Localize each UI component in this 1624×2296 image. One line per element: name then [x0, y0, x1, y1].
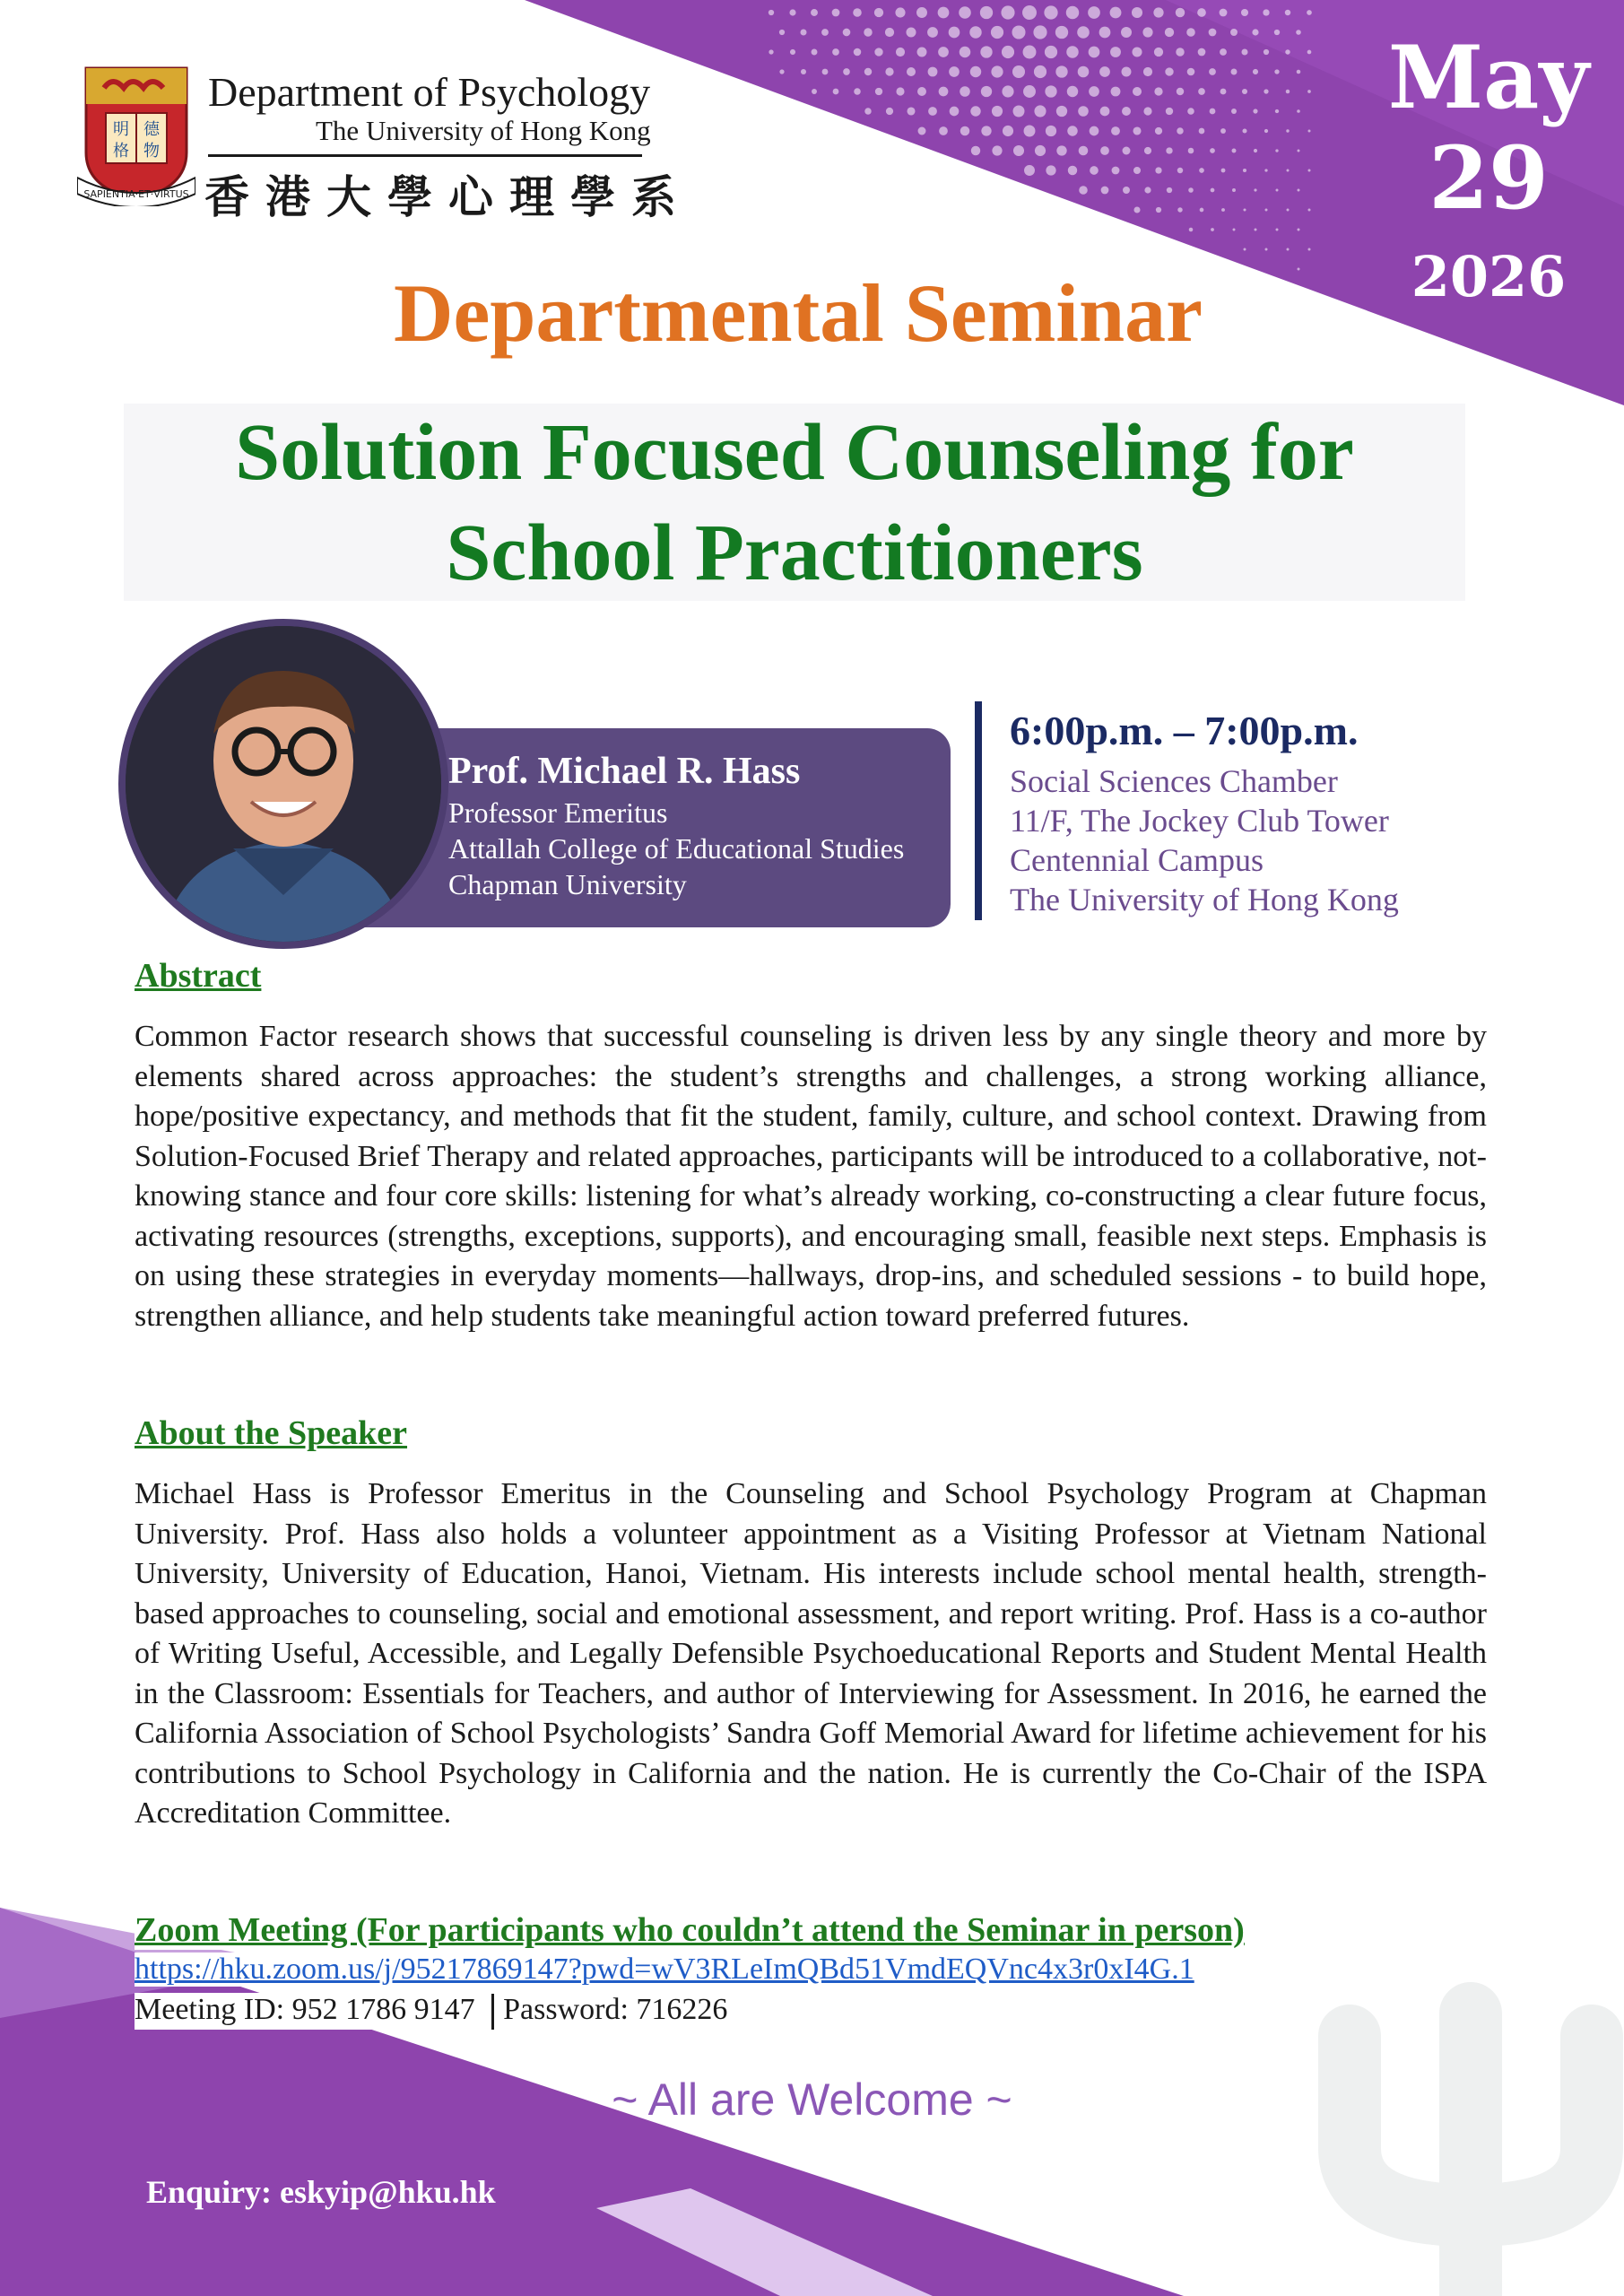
venue-line: Social Sciences Chamber [1010, 763, 1338, 799]
halftone-dot [1034, 105, 1046, 117]
halftone-dot [992, 106, 1003, 117]
seminar-time: 6:00p.m. – 7:00p.m. [1010, 708, 1359, 753]
halftone-dot [864, 108, 871, 114]
halftone-dot [1143, 107, 1151, 115]
halftone-dot [1252, 29, 1258, 35]
speaker-photo [118, 619, 448, 949]
halftone-dot [938, 7, 950, 19]
halftone-dot [1121, 27, 1132, 38]
halftone-dot [1241, 9, 1248, 16]
header-rule [208, 154, 642, 157]
halftone-dot [1067, 86, 1078, 97]
halftone-dot [1100, 107, 1110, 117]
halftone-dot [1209, 29, 1217, 37]
halftone-dot [907, 107, 915, 115]
halftone-dot [1233, 229, 1236, 231]
halftone-dot [1287, 170, 1290, 172]
halftone-dot [843, 29, 851, 37]
halftone-dot [939, 126, 948, 135]
meeting-password: Password: 716226 [503, 1993, 728, 2026]
halftone-dot [950, 107, 960, 117]
seminar-type: Departmental Seminar [394, 267, 1203, 359]
halftone-dot [1166, 147, 1172, 153]
halftone-dot [1220, 89, 1227, 95]
meeting-details [135, 1993, 727, 2030]
halftone-dot [1285, 10, 1290, 15]
halftone-dot [1024, 165, 1035, 176]
halftone-dot [992, 145, 1002, 155]
date-year: 2026 [1411, 244, 1567, 309]
halftone-dot [1242, 89, 1247, 94]
halftone-dot [864, 28, 872, 36]
halftone-dot [1297, 109, 1300, 113]
halftone-dot [1046, 126, 1056, 136]
halftone-dot [1133, 206, 1140, 213]
halftone-dot [1254, 188, 1256, 191]
halftone-dot [1188, 187, 1194, 193]
halftone-dot [1177, 168, 1183, 173]
halftone-dot [1307, 10, 1312, 15]
university-name: The University of Hong Kong [316, 115, 651, 146]
halftone-dot [1142, 27, 1152, 37]
halftone-dot [1241, 48, 1247, 55]
halftone-dot [1133, 87, 1142, 96]
halftone-dot [1132, 7, 1142, 18]
halftone-dot [1209, 68, 1216, 75]
halftone-dot [917, 87, 926, 96]
halftone-dot [1198, 48, 1206, 57]
halftone-dot [1012, 25, 1025, 39]
seminar-title-line1: Solution Focused Counseling for [235, 408, 1354, 497]
halftone-dot [991, 65, 1003, 77]
halftone-dot [1100, 146, 1109, 155]
halftone-dot [1133, 126, 1141, 135]
halftone-dot [1023, 46, 1037, 59]
halftone-dot [1067, 126, 1077, 135]
halftone-dot [1232, 149, 1237, 153]
halftone-dot [1056, 106, 1067, 117]
date-day: 29 [1429, 127, 1549, 229]
halftone-dot [1089, 47, 1100, 58]
venue-line: The University of Hong Kong [1010, 882, 1399, 918]
halftone-dot [832, 48, 839, 56]
halftone-dot [1275, 109, 1279, 113]
halftone-dot [1220, 48, 1227, 56]
halftone-dot [854, 48, 862, 57]
halftone-dot [1101, 187, 1109, 195]
abstract-heading: Abstract [135, 957, 262, 995]
halftone-dot [916, 7, 927, 18]
halftone-dot [1298, 189, 1300, 192]
halftone-dot [1308, 248, 1311, 251]
about-heading: About the Speaker [135, 1414, 408, 1452]
halftone-dot [981, 86, 992, 97]
halftone-dot [832, 9, 840, 17]
halftone-dot [1013, 145, 1024, 156]
halftone-dot [1197, 8, 1206, 17]
halftone-dot [1308, 170, 1311, 172]
halftone-dot [1078, 106, 1089, 117]
halftone-dot [1220, 9, 1228, 17]
halftone-dot [812, 89, 817, 94]
halftone-dot [1265, 248, 1268, 251]
halftone-dot [960, 126, 970, 136]
halftone-dot [1078, 66, 1090, 78]
halftone-dot [1035, 145, 1046, 156]
halftone-dot [1287, 248, 1290, 251]
halftone-dot [970, 106, 980, 116]
halftone-dot [1112, 167, 1120, 175]
halftone-dot [1198, 88, 1205, 95]
halftone-dot [1002, 85, 1013, 97]
halftone-dot [1045, 46, 1057, 58]
halftone-dot [1187, 68, 1195, 76]
halftone-dot [1231, 109, 1237, 114]
halftone-dot [1211, 228, 1214, 231]
halftone-dot [885, 67, 893, 75]
halftone-dot [971, 146, 980, 155]
halftone-dot [960, 47, 971, 58]
halftone-dot [1254, 149, 1257, 152]
halftone-dot [1189, 228, 1194, 232]
halftone-dot [1079, 146, 1089, 156]
halftone-dot [1111, 126, 1120, 135]
halftone-dot [833, 89, 839, 95]
halftone-dot [789, 9, 795, 15]
halftone-dot [811, 9, 818, 16]
halftone-dot [1099, 27, 1111, 39]
halftone-dot [1155, 167, 1161, 173]
halftone-dot [928, 67, 938, 77]
speaker-role: Professor Emeritus [448, 796, 668, 829]
halftone-dot [1111, 87, 1121, 97]
halftone-dot [907, 67, 916, 76]
halftone-dot [812, 49, 818, 56]
halftone-dot [1090, 126, 1099, 136]
zoom-link[interactable]: https://hku.zoom.us/j/95217869147?pwd=wV3RLeImQBd51VmdEQVnc4x3r0xI4G.1 [135, 1952, 1194, 1986]
halftone-dot [1276, 189, 1279, 192]
halftone-dot [886, 108, 893, 115]
halftone-dot [1263, 9, 1269, 15]
department-name: Department of Psychology [208, 69, 651, 115]
date-month: May [1387, 27, 1590, 128]
halftone-dot [960, 86, 970, 97]
speaker-university: Chapman University [448, 868, 687, 900]
halftone-dot [1110, 47, 1121, 57]
venue-line: Centennial Campus [1010, 842, 1264, 878]
halftone-dot [1285, 49, 1290, 54]
halftone-dot [1023, 85, 1036, 98]
halftone-dot [1287, 209, 1290, 212]
halftone-dot [800, 29, 806, 35]
halftone-dot [1286, 129, 1289, 132]
halftone-dot [853, 8, 862, 17]
halftone-dot [1274, 30, 1280, 35]
halftone-dot [1056, 145, 1066, 155]
halftone-dot [1012, 65, 1025, 78]
speaker-college: Attallah College of Educational Studies [448, 832, 905, 865]
halftone-dot [1231, 69, 1238, 75]
halftone-dot [885, 28, 894, 37]
halftone-dot [1308, 209, 1311, 212]
halftone-dot [1199, 168, 1204, 173]
halftone-dot [917, 48, 927, 57]
halftone-dot [854, 88, 861, 95]
halftone-dot [1154, 48, 1163, 57]
halftone-dot [1167, 187, 1172, 193]
halftone-dot [1243, 208, 1246, 211]
halftone-dot [1122, 107, 1131, 116]
halftone-dot [1176, 48, 1184, 56]
halftone-dot [1156, 207, 1161, 213]
halftone-dot [895, 7, 905, 17]
halftone-dot [1066, 6, 1079, 19]
halftone-dot [843, 68, 850, 75]
halftone-dot [1188, 148, 1194, 154]
halftone-dot [1133, 167, 1141, 174]
halftone-dot [1088, 6, 1100, 19]
halftone-dot [1255, 229, 1257, 231]
halftone-dot [1307, 50, 1312, 55]
halftone-dot [1155, 127, 1162, 135]
halftone-dot [1044, 5, 1057, 19]
halftone-dot [1122, 67, 1132, 77]
halftone-dot [969, 26, 981, 38]
halftone-dot [1220, 128, 1226, 134]
halftone-dot [1166, 108, 1173, 115]
halftone-dot [927, 27, 938, 38]
venue-line: 11/F, The Jockey Club Tower [1010, 803, 1389, 839]
halftone-dot [1144, 147, 1151, 154]
halftone-dot [1232, 188, 1236, 192]
halftone-dot [790, 49, 795, 55]
halftone-dot [1253, 109, 1257, 113]
halftone-dot [779, 30, 785, 35]
halftone-dot [1275, 149, 1278, 152]
halftone-dot [1242, 128, 1246, 133]
halftone-dot [1298, 229, 1300, 231]
halftone-dot [1068, 166, 1077, 175]
halftone-dot [821, 29, 829, 36]
halftone-dot [864, 68, 872, 75]
halftone-dot [991, 26, 1003, 39]
halftone-dot [970, 66, 981, 77]
halftone-dot [1177, 88, 1184, 95]
meeting-id: Meeting ID: 952 1786 9147 [135, 1993, 475, 2026]
halftone-dot [1001, 5, 1014, 19]
halftone-dot [1265, 209, 1268, 212]
halftone-dot [1034, 65, 1046, 78]
halftone-dot [1022, 5, 1037, 20]
halftone-dot [1176, 8, 1185, 17]
halftone-dot [874, 48, 882, 56]
halftone-dot [949, 66, 960, 77]
halftone-dot [1177, 127, 1183, 134]
halftone-dot [1002, 46, 1014, 58]
zoom-heading: Zoom Meeting (For participants who couldn’t attend the Seminar in person) [135, 1911, 1245, 1949]
halftone-dot [1308, 130, 1311, 133]
enquiry-contact: Enquiry: eskyip@hku.hk [146, 2174, 496, 2210]
halftone-dot [938, 47, 949, 57]
halftone-dot [1077, 26, 1090, 39]
halftone-dot [1055, 65, 1067, 77]
halftone-dot [1177, 207, 1182, 212]
halftone-dot [1165, 67, 1173, 75]
about-text: Michael Hass is Professor Emeritus in the Counseling and School Psychology Program at Chapman University. Prof. Hass also holds a volunteer appointment as a Visiting Professor at Vietnam National University, University of Education, Hanoi, Vietnam. His interests include school mental health, strength-based approaches to counseling, social and emotional assessment, and report writing. Prof. Hass is a co-author of Writing Useful, Accessible, and Legally Defensible Psychoeducational Reports and Student Mental Health in the Classroom: Essentials for Teachers, and author of Interviewing for Assessment. In 2016, he earned the California Association of School Psychologists’ Sandra Goff Memorial Award for lifetime achievement for his contributions to School Psychology in California and the nation. He is currently the Co-Chair of the ISPA Accreditation Committee. [135, 1477, 1487, 1830]
halftone-dot [801, 69, 806, 74]
halftone-dot [779, 69, 784, 74]
halftone-dot [1165, 28, 1174, 37]
halftone-dot [896, 87, 904, 95]
speaker-name: Prof. Michael R. Hass [448, 751, 801, 792]
halftone-dot [1033, 25, 1046, 39]
halftone-dot [1046, 165, 1055, 175]
halftone-dot [949, 27, 960, 39]
halftone-dot [1123, 147, 1131, 155]
halftone-dot [1298, 150, 1300, 152]
halftone-dot [1221, 208, 1225, 212]
halftone-dot [769, 10, 774, 15]
halftone-dot [1307, 90, 1311, 93]
svg-text:明: 明 [113, 120, 129, 138]
seminar-title-line2: School Practitioners [446, 509, 1143, 597]
psi-symbol-icon [1350, 2013, 1592, 2296]
halftone-dot [1132, 47, 1142, 57]
halftone-dot [1276, 229, 1279, 231]
halftone-dot [874, 8, 883, 17]
halftone-dot [918, 127, 926, 135]
halftone-dot [1186, 28, 1195, 37]
halftone-dot [1230, 29, 1238, 36]
halftone-dot [1264, 169, 1267, 171]
svg-text:德: 德 [143, 120, 160, 138]
halftone-dot [939, 87, 949, 97]
halftone-dot [1253, 69, 1258, 74]
halftone-dot [1264, 129, 1268, 133]
halftone-dot [1296, 30, 1301, 35]
halftone-dot [875, 88, 882, 95]
meeting-separator [491, 1994, 494, 2030]
halftone-dot [980, 46, 992, 57]
halftone-dot [1099, 66, 1110, 77]
halftone-dot [959, 6, 971, 19]
halftone-dot [1090, 166, 1099, 175]
halftone-dot [1143, 67, 1152, 76]
halftone-dot [1210, 109, 1216, 115]
abstract-text: Common Factor research shows that successful counseling is driven less by any single theory and more by elements shared across approaches: the student’s strengths and challenges, a strong working alliance, hope/positive expectancy, and methods that fit the student, family, culture, and school context. Drawing from Solution-Focused Brief Therapy and related approaches, participants will be introduced to a collaborative, not-knowing stance and four core skills: listening for what’s already working, co-constructing a clear future focus, activating resources (strengths, exceptions, supports), and encouraging small, feasible next steps. Emphasis is on using these strategies in everyday moments—hallways, drop-ins, and scheduled sessions - to build hope, strengthen alliance, and help students take meaningful action toward preferred futures. [135, 1020, 1487, 1333]
halftone-dot [1221, 169, 1226, 173]
halftone-dot [1012, 105, 1024, 117]
halftone-dot [1045, 85, 1056, 97]
hku-crest-icon [77, 63, 195, 206]
halftone-dot [1089, 86, 1099, 97]
svg-text:物: 物 [143, 142, 160, 160]
halftone-dot [1066, 46, 1078, 57]
halftone-dot [906, 27, 916, 37]
halftone-dot [1200, 208, 1204, 213]
svg-text:格: 格 [113, 142, 129, 160]
halftone-dot [980, 6, 993, 19]
halftone-dot [1187, 108, 1194, 115]
department-chinese-name: 香港大學心理學系 [204, 170, 692, 223]
halftone-dot [981, 126, 991, 135]
halftone-dot [1024, 126, 1036, 137]
halftone-dot [1154, 87, 1162, 95]
halftone-dot [1079, 186, 1088, 195]
halftone-dot [822, 69, 829, 75]
halftone-dot [1210, 148, 1215, 153]
halftone-dot [1211, 188, 1215, 193]
halftone-dot [1153, 7, 1163, 17]
halftone-dot [1055, 26, 1068, 39]
halftone-dot [1003, 126, 1013, 136]
svg-text:SAPIENTIA·ET·VIRTUS: SAPIENTIA·ET·VIRTUS [83, 188, 189, 200]
halftone-dot [1244, 248, 1246, 251]
halftone-dot [1144, 187, 1151, 193]
halftone-dot [769, 49, 773, 54]
halftone-dot [1199, 128, 1205, 135]
halftone-dot [1274, 69, 1279, 74]
halftone-dot [1243, 169, 1246, 172]
halftone-dot [1286, 90, 1290, 93]
halftone-dot [928, 107, 937, 116]
halftone-dot [1264, 89, 1268, 93]
halftone-dot [1264, 49, 1269, 55]
halftone-dot [1123, 187, 1130, 194]
halftone-dot [896, 48, 905, 57]
halftone-dot [1110, 7, 1122, 19]
schedule-divider [975, 701, 982, 920]
halftone-dot [1297, 70, 1301, 74]
welcome-text: ~ All are Welcome ~ [612, 2074, 1012, 2125]
